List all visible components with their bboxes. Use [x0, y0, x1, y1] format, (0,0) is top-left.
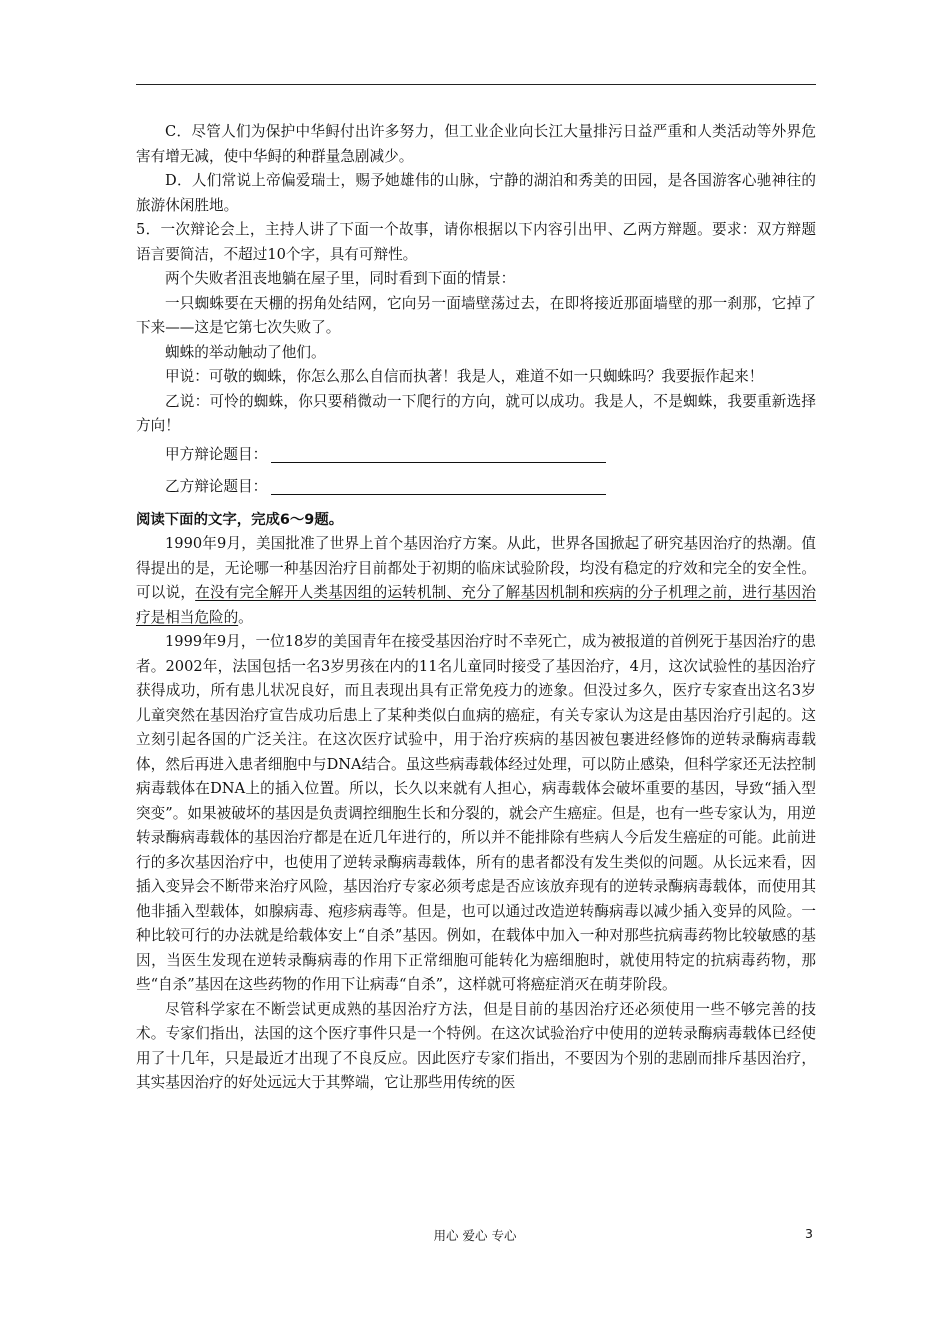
- option-d: D．人们常说上帝偏爱瑞士，赐予她雄伟的山脉，宁静的湖泊和秀美的田园，是各国游客心驰神往的旅游休闲胜地。: [136, 172, 816, 214]
- p1-underlined-sentence: 在没有完全解开人类基因组的运转机制、充分了解基因机制和疾病的分子机理之前，进行基因治疗是相当危险的: [136, 584, 816, 626]
- option-c: C．尽管人们为保护中华鲟付出许多努力，但工业企业向长江大量排污日益严重和人类活动等外界危害有增无减，使中华鲟的种群量急剧减少。: [136, 123, 816, 165]
- answer-label-a: 甲方辩论题目：: [165, 445, 268, 463]
- question-5-prompt: 5．一次辩论会上，主持人讲了下面一个故事，请你根据以下内容引出甲、乙两方辩题。要求：双方辩题语言要简洁，不超过10个字，具有可辩性。: [136, 221, 816, 263]
- story-paragraph: 两个失败者沮丧地躺在屋子里，同时看到下面的情景：: [165, 270, 516, 287]
- answer-blank-b[interactable]: [271, 476, 606, 495]
- p1-text: 1990年9月，美国批准了世界上首个基因治疗方案。从此，世界各国掀起了研究基因治疗的热潮。值得提出的是，无论哪一种基因治疗目前都处于初期的临床试验阶段，均没有稳定的疗效和完全的安全性。可以说，: [136, 535, 816, 601]
- story-paragraph: 蜘蛛的举动触动了他们。: [165, 343, 326, 361]
- header-rule: [136, 84, 816, 85]
- page-content: [136, 120, 816, 1096]
- footer-motto: 用心 爱心 专心: [433, 1228, 517, 1243]
- reading-paragraph-2: 1999年9月，一位18岁的美国青年在接受基因治疗时不幸死亡，成为被报道的首例死于基因治疗的患者。2002年，法国包括一名3岁男孩在内的11名儿童同时接受了基因治疗，4月，这次试验性的基因治疗获得成功，所有患儿状况良好，而且表现出具有正常免疫力的迹象。但没过多久，医疗专家查出这名3岁儿童突然在基因治疗宣告成功后患上了某种类似白血病的癌症，有关专家认为这是由基因治疗引起的。这立刻引起各国的广泛关注。在这次医疗试验中，用于治疗疾病的基因被包裹进经修饰的逆转录酶病毒载体，然后再进入患者细胞中与DNA结合。虽这些病毒载体经过处理，可以防止感染，但科学家还无法控制病毒载体在DNA上的插入位置。所以，长久以来就有人担心，病毒载体会破坏重要的基因，导致“插入型突变”。如果被破坏的基因是负责调控细胞生长和分裂的，就会产生癌症。但是，也有一些专家认为，用逆转录酶病毒载体的基因治疗都是在近几年进行的，所以并不能排除有些病人今后发生癌症的可能。此前进行的多次基因治疗中，也使用了逆转录酶病毒载体，所有的患者都没有发生类似的问题。从长远来看，因插入变异会不断带来治疗风险，基因治疗专家必须考虑是否应该放弃现有的逆转录酶病毒载体，而使用其他非插入型载体，如腺病毒、疱疹病毒等。但是，也可以通过改造逆转酶病毒以减少插入变异的风险。一种比较可行的办法就是给载体安上“自杀”基因。例如，在载体中加入一种对那些抗病毒药物比较敏感的基因，当医生发现在逆转录酶病毒的作用下正常细胞可能转化为癌细胞时，就使用特定的抗病毒药物，那些“自杀”基因在这些药物的作用下让病毒“自杀”，这样就可将癌症消灭在萌芽阶段。: [136, 633, 816, 993]
- story-paragraph: 甲说：可敬的蜘蛛，你怎么那么自信而执著！我是人，难道不如一只蜘蛛吗？我要振作起来！: [165, 368, 764, 385]
- reading-paragraph-3: 尽管科学家在不断尝试更成熟的基因治疗方法，但是目前的基因治疗还必须使用一些不够完善的技术。专家们指出，法国的这个医疗事件只是一个特例。在这次试验治疗中使用的逆转录酶病毒载体已经使用了十几年，只是最近才出现了不良反应。因此医疗专家们指出，不要因为个别的悲剧而排斥基因治疗，其实基因治疗的好处远远大于其弊端，它让那些用传统的医: [136, 1000, 816, 1091]
- answer-label-b: 乙方辩论题目：: [165, 478, 268, 495]
- page-number: 3: [805, 1226, 813, 1241]
- story-paragraph: 一只蜘蛛要在天棚的拐角处结网，它向另一面墙壁荡过去，在即将接近那面墙壁的那一刹那，它掉了下来——这是它第七次失败了。: [136, 294, 816, 336]
- answer-line-b: [136, 475, 816, 500]
- story-paragraph: 乙说：可怜的蜘蛛，你只要稍微动一下爬行的方向，就可以成功。我是人，不是蜘蛛，我要重新选择方向！: [136, 392, 816, 434]
- reading-paragraph-1: [136, 532, 816, 630]
- reading-heading: 阅读下面的文字，完成6～9题。: [136, 511, 344, 528]
- answer-blank-a[interactable]: [271, 444, 606, 463]
- p1-end: 。: [238, 608, 253, 626]
- answer-line-a: [136, 443, 816, 468]
